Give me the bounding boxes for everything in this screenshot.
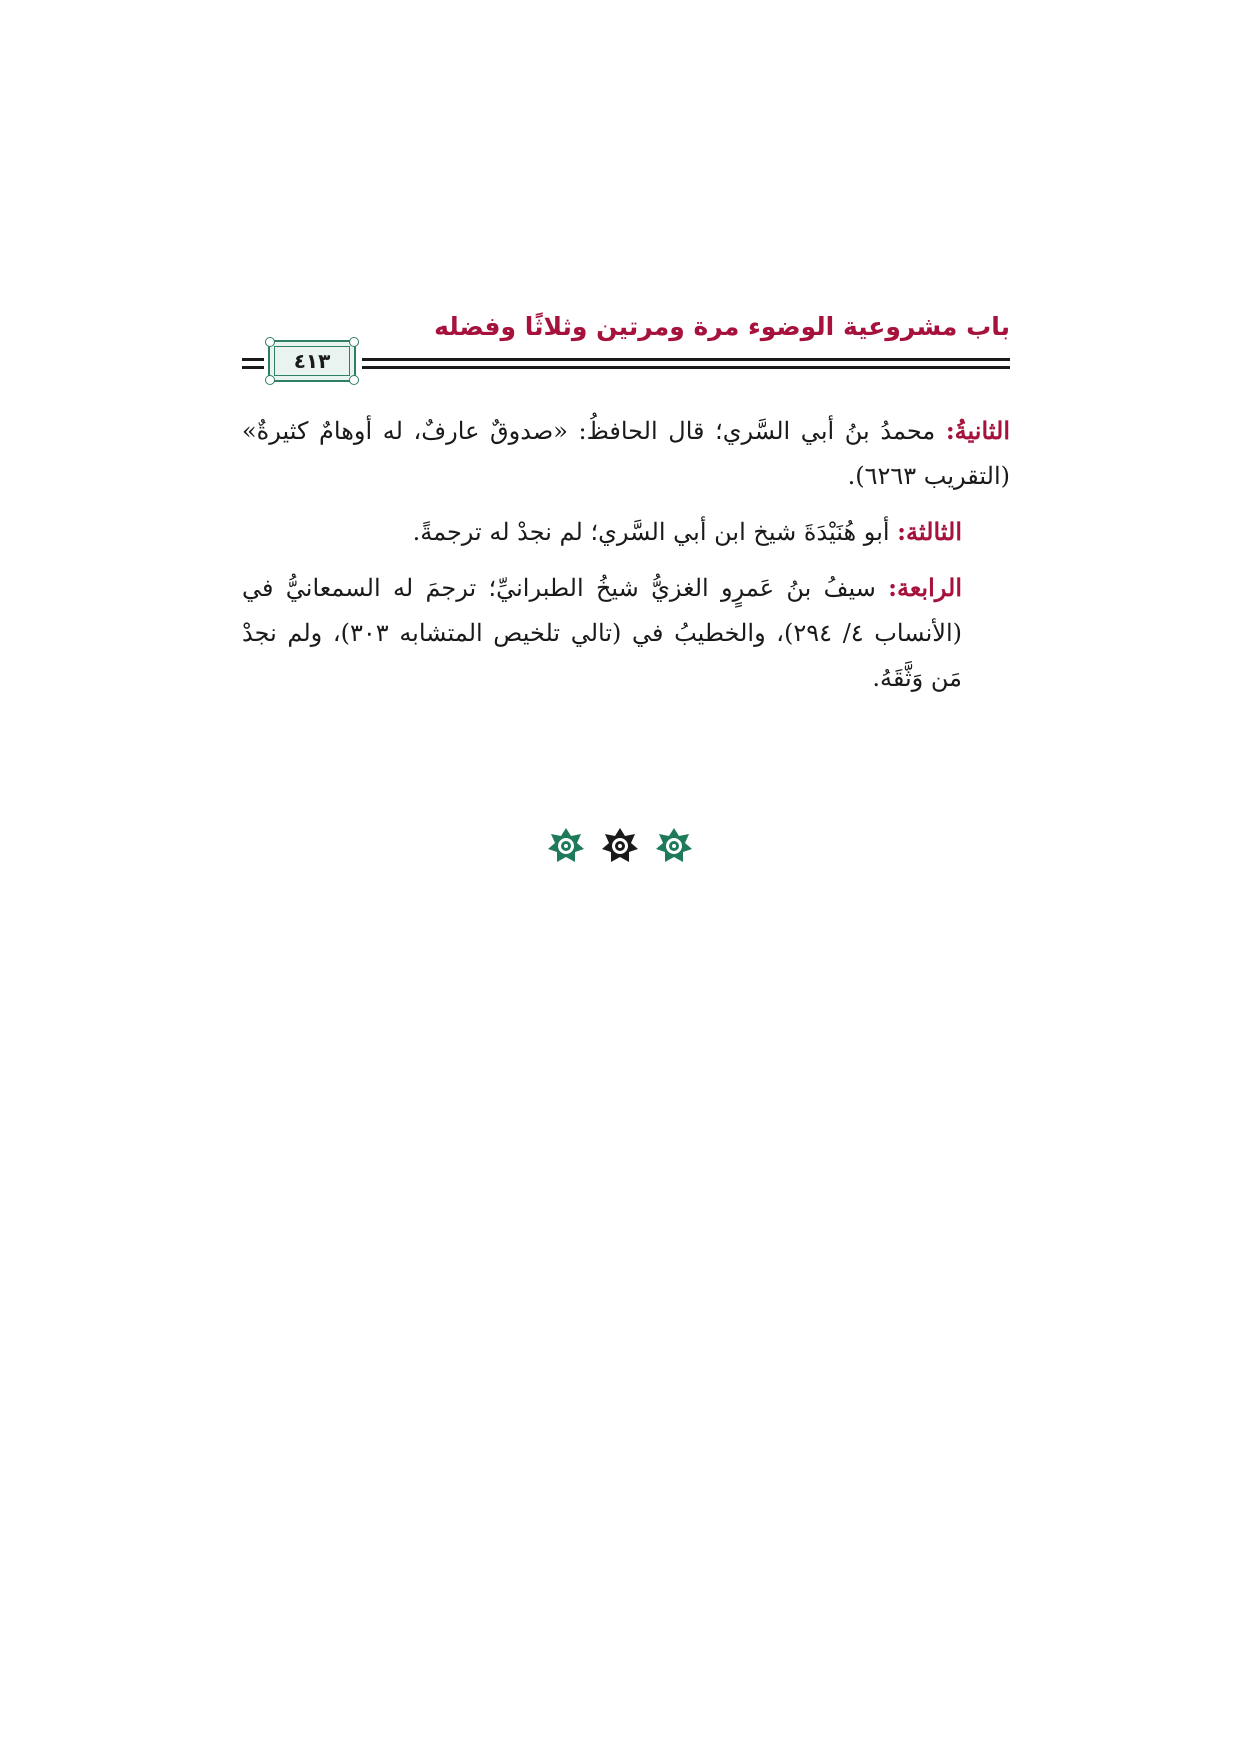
paragraph-text: محمدُ بنُ أبي السَّري؛ قال الحافظُ: «صدوقٌ عارفٌ، له أوهامٌ كثيرةٌ» (التقريب ٦٢٦٣). [242,417,1010,490]
paragraph-text: أبو هُنَيْدَةَ شيخ ابن أبي السَّري؛ لم نجدْ له ترجمةً. [412,518,898,546]
page-number-badge [268,340,356,382]
header-rule-left-top [242,358,264,361]
main-text [242,408,1010,711]
paragraph-label: الثالثة: [897,517,962,546]
flower-ornament-icon [654,826,694,866]
paragraph-second [242,408,1010,499]
badge-corner-ornament [349,375,359,385]
header-rule-bottom [362,366,1010,369]
badge-corner-ornament [349,337,359,347]
paragraph-label: الرابعة: [888,573,962,602]
badge-corner-ornament [265,337,275,347]
paragraph-fourth [242,565,1010,701]
section-end-ornaments [0,826,1240,872]
badge-corner-ornament [265,375,275,385]
flower-ornament-icon [546,826,586,866]
paragraph-text: سيفُ بنُ عَمرٍو الغزيُّ شيخُ الطبرانيِّ؛ ترجمَ له السمعانيُّ في (الأنساب ٤/ ٢٩٤)، والخطيبُ في (تالي تلخيص المتشابه ٣٠٣)، ولم نجدْ مَن وَثَّقَهُ. [242,574,963,692]
paragraph-third [242,509,1010,555]
page-number: ٤١٣ [293,349,331,373]
chapter-title: باب مشروعية الوضوء مرة ومرتين وثلاثًا وفضله [434,312,1010,341]
running-header [242,304,1010,384]
paragraph-label: الثانيةُ: [945,416,1010,445]
flower-ornament-icon [600,826,640,866]
header-rule-top [362,358,1010,361]
header-rule-left-bottom [242,366,264,369]
